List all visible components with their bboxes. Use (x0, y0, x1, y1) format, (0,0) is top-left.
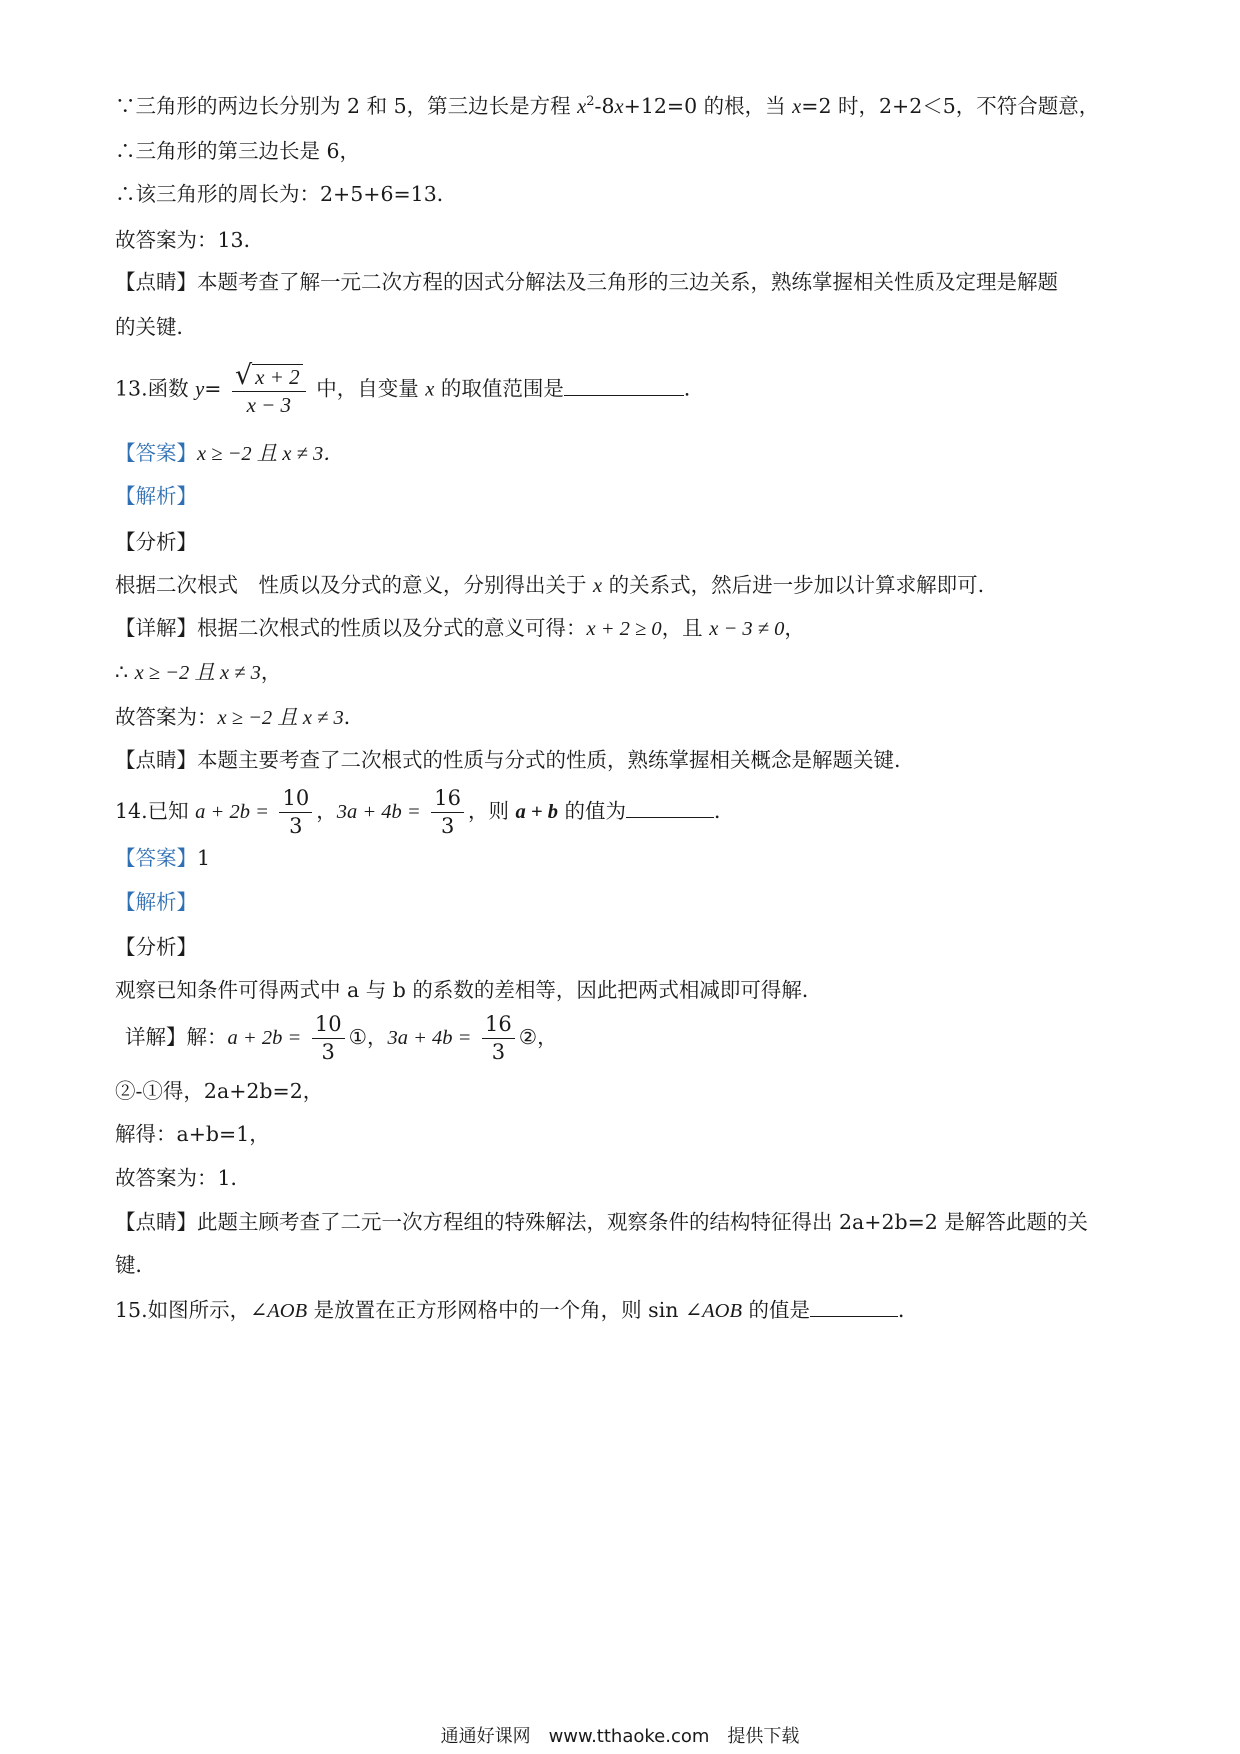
solution-line-2: ∴三角形的第三边长是 6， (115, 139, 361, 163)
solution-line-1: ∵三角形的两边长分别为 2 和 5，第三边长是方程 $x^2-8x+12=0$ 的根，当 x=2 时，2+2＜5，不符合题意， (115, 94, 1100, 118)
sqrt-icon: √ (234, 360, 253, 391)
answer-tag: 【答案】 (115, 846, 197, 870)
comment-line-2: 的关键． (115, 315, 197, 339)
answer-line-14: 【答案】1 (115, 846, 211, 870)
analysis-tag: 【解析】 (115, 484, 197, 508)
final-answer-line: 故答案为：13． (115, 228, 265, 252)
therefore-line: ∴ x ≥ −2 且 x ≠ 3， (115, 660, 282, 684)
fraction-10-3: $\frac{10}{3}$ (312, 1014, 345, 1063)
answer-blank (564, 394, 684, 396)
comment-line-1: 【点睛】本题考查了解一元二次方程的因式分解法及三角形的三边关系，熟练掌握相关性质及定理是解题 (115, 270, 1058, 294)
fraction-16-3: $\frac{16}{3}$ (482, 1014, 515, 1063)
fenxi-text: 观察已知条件可得两式中 a 与 b 的系数的差相等，因此把两式相减即可得解． (115, 978, 823, 1002)
question-15: 15.如图所示，∠AOB 是放置在正方形网格中的一个角，则 sin ∠AOB 的值是 ． (115, 1298, 919, 1322)
analysis-tag: 【解析】 (115, 890, 197, 914)
fraction-10-3: $\frac{10}{3}$ (279, 788, 312, 837)
answer-line-13: 【答案】x ≥ −2 且 x ≠ 3． (115, 441, 344, 465)
question-13: 13.函数 y= √ x + 2 x − 3 中，自变量 x 的取值范围是 ． (115, 360, 705, 418)
detail-line: 【详解】根据二次根式的性质以及分式的意义可得：x + 2 ≥ 0，且 x − 3 ≠ 0， (115, 616, 805, 640)
answer-blank (626, 816, 714, 818)
comment-14-line-2: 键． (115, 1253, 156, 1277)
detail-line: 详解】解：a + 2b = $\frac{10}{3}$ ①，3a + 4b = $\frac{16}{3}$ ②， (125, 1012, 558, 1064)
solution-line-3: ∴该三角形的周长为：2+5+6=13． (115, 182, 458, 206)
page-footer: 通通好课网 www.tthaoke.com 提供下载 (440, 1726, 800, 1747)
answer-blank (810, 1315, 898, 1317)
question-14: 14.已知 a + 2b = $\frac{10}{3}$ ，3a + 4b = $\frac{16}{3}$ ，则 a + b 的值为 ． (115, 786, 735, 838)
step-line-2: 解得：a+b=1， (115, 1122, 270, 1146)
fenxi-label: 【分析】 (115, 530, 197, 554)
answer-tag: 【答案】 (115, 441, 197, 465)
function-fraction: √ x + 2 x − 3 (232, 364, 306, 416)
final-answer-14: 故答案为：1． (115, 1166, 252, 1190)
fenxi-label: 【分析】 (115, 935, 197, 959)
fenxi-text: 根据二次根式 性质以及分式的意义，分别得出关于 x 的关系式，然后进一步加以计算求解即可. (115, 573, 985, 597)
comment-13: 【点睛】本题主要考查了二次根式的性质与分式的性质，熟练掌握相关概念是解题关键. (115, 748, 901, 772)
comment-14-line-1: 【点睛】此题主顾考查了二元一次方程组的特殊解法，观察条件的结构特征得出 2a+2b=2 是解答此题的关 (115, 1210, 1088, 1234)
step-line-1: ②-①得，2a+2b=2， (115, 1079, 324, 1103)
fraction-16-3: $\frac{16}{3}$ (431, 788, 464, 837)
final-answer-13: 故答案为：x ≥ −2 且 x ≠ 3． (115, 705, 365, 729)
